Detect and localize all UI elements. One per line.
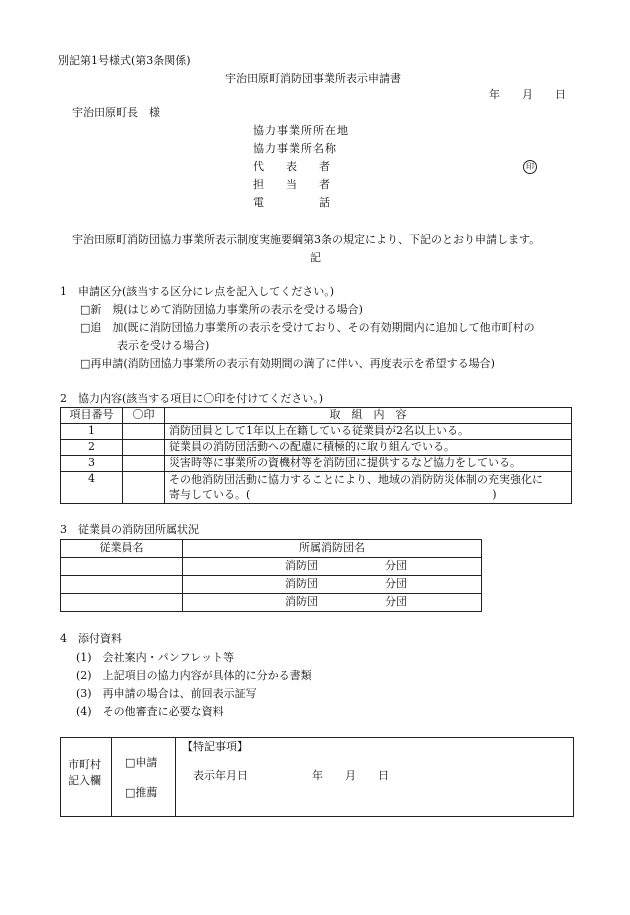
col-employee-header: 従業員名 (61, 540, 183, 558)
dan-label: 消防団 (285, 577, 318, 591)
table-row (61, 456, 572, 472)
col-no-header: 項目番号 (61, 408, 123, 424)
unit-cell[interactable] (183, 576, 482, 594)
employee-name-cell[interactable] (61, 576, 183, 594)
office-divider-1 (111, 737, 112, 816)
attachment-item: (4) その他審査に必要な資料 (76, 705, 224, 718)
row-content (165, 472, 572, 504)
option-recommend[interactable]: □推薦 (125, 786, 158, 799)
section3-heading: 3 従業員の消防団所属状況 (60, 523, 199, 536)
office-label-1: 市町村 (68, 758, 101, 771)
row-content: 災害時等に事業所の資機材等を消防団に提供するなど協力をしている。 (165, 456, 572, 472)
section1-heading: 1 申請区分(該当する区分にレ点を記入してください。) (60, 285, 335, 298)
attachment-item: (2) 上記項目の協力内容が具体的に分かる書類 (76, 669, 312, 682)
unit-cell[interactable] (183, 594, 482, 612)
ki-mark: 記 (310, 251, 321, 264)
col-mark-header: 〇印 (123, 408, 165, 424)
location-label: 協力事業所所在地 (253, 124, 349, 137)
attachment-item: (1) 会社案内・パンフレット等 (76, 651, 235, 664)
option-reapply[interactable]: □再申請(消防団協力事業所の表示有効期間の満了に伴い、再度表示を希望する場合) (80, 357, 495, 370)
attachment-item: (3) 再申請の場合は、前回表示証写 (76, 687, 257, 700)
table-row (61, 576, 482, 594)
table-row (61, 472, 572, 504)
mark-cell[interactable] (123, 472, 165, 504)
section4-heading: 4 添付資料 (60, 632, 122, 645)
dan-label: 消防団 (285, 595, 318, 609)
cooperation-table (60, 407, 572, 504)
col-content-header: 取 組 内 容 (165, 408, 572, 424)
bun-label: 分団 (385, 559, 407, 573)
table-row (61, 594, 482, 612)
display-date-label: 表示年月日 (193, 769, 248, 782)
option-add[interactable]: □追 加(既に消防団協力事業所の表示を受けており、その有効期間内に追加して他市町村の (80, 321, 535, 334)
row-no: 4 (61, 472, 123, 504)
col-unit-header: 所属消防団名 (183, 540, 482, 558)
office-label-2: 記入欄 (68, 774, 101, 787)
special-heading: 【特記事項】 (182, 740, 248, 753)
table-row (61, 424, 572, 440)
form-label: 別記第1号様式(第3条関係) (58, 54, 191, 67)
option-new[interactable]: □新 規(はじめて消防団協力事業所の表示を受ける場合) (80, 303, 363, 316)
seal-mark: 印 (523, 160, 537, 174)
office-divider-2 (175, 737, 176, 816)
unit-cell[interactable] (183, 558, 482, 576)
row-no: 2 (61, 440, 123, 456)
row-no: 3 (61, 456, 123, 472)
statement: 宇治田原町消防団協力事業所表示制度実施要綱第3条の規定により、下記のとおり申請します。 (72, 233, 541, 246)
seal-icon (523, 159, 537, 174)
page-title: 宇治田原町消防団事業所表示申請書 (225, 72, 401, 85)
addressee: 宇治田原町長 様 (72, 106, 160, 119)
name-label: 協力事業所名称 (253, 142, 337, 155)
mark-cell[interactable] (123, 440, 165, 456)
contact-label: 担 当 者 (253, 178, 330, 191)
display-date-units: 年 月 日 (312, 769, 389, 782)
table-row (61, 440, 572, 456)
mark-cell[interactable] (123, 424, 165, 440)
employee-name-cell[interactable] (61, 558, 183, 576)
row-content-line2: 寄与している。( ) (169, 487, 497, 501)
employee-name-cell[interactable] (61, 594, 183, 612)
option-apply[interactable]: □申請 (125, 756, 158, 769)
option-add-cont: 表示を受ける場合) (117, 339, 210, 352)
mark-cell[interactable] (123, 456, 165, 472)
row-no: 1 (61, 424, 123, 440)
phone-label: 電 話 (253, 196, 330, 209)
date-line: 年 月 日 (489, 88, 566, 101)
table-row (61, 558, 482, 576)
bun-label: 分団 (385, 595, 407, 609)
row-content-line1: その他消防団活動に協力することにより、地域の消防防災体制の充実強化に (169, 473, 543, 487)
dan-label: 消防団 (285, 559, 318, 573)
bun-label: 分団 (385, 577, 407, 591)
section2-heading: 2 協力内容(該当する項目に〇印を付けてください。) (60, 392, 324, 405)
representative-label: 代 表 者 (253, 160, 330, 173)
row-content: 消防団員として1年以上在籍している従業員が2名以上いる。 (165, 424, 572, 440)
employee-table (60, 539, 482, 612)
row-content: 従業員の消防団活動への配慮に積極的に取り組んでいる。 (165, 440, 572, 456)
